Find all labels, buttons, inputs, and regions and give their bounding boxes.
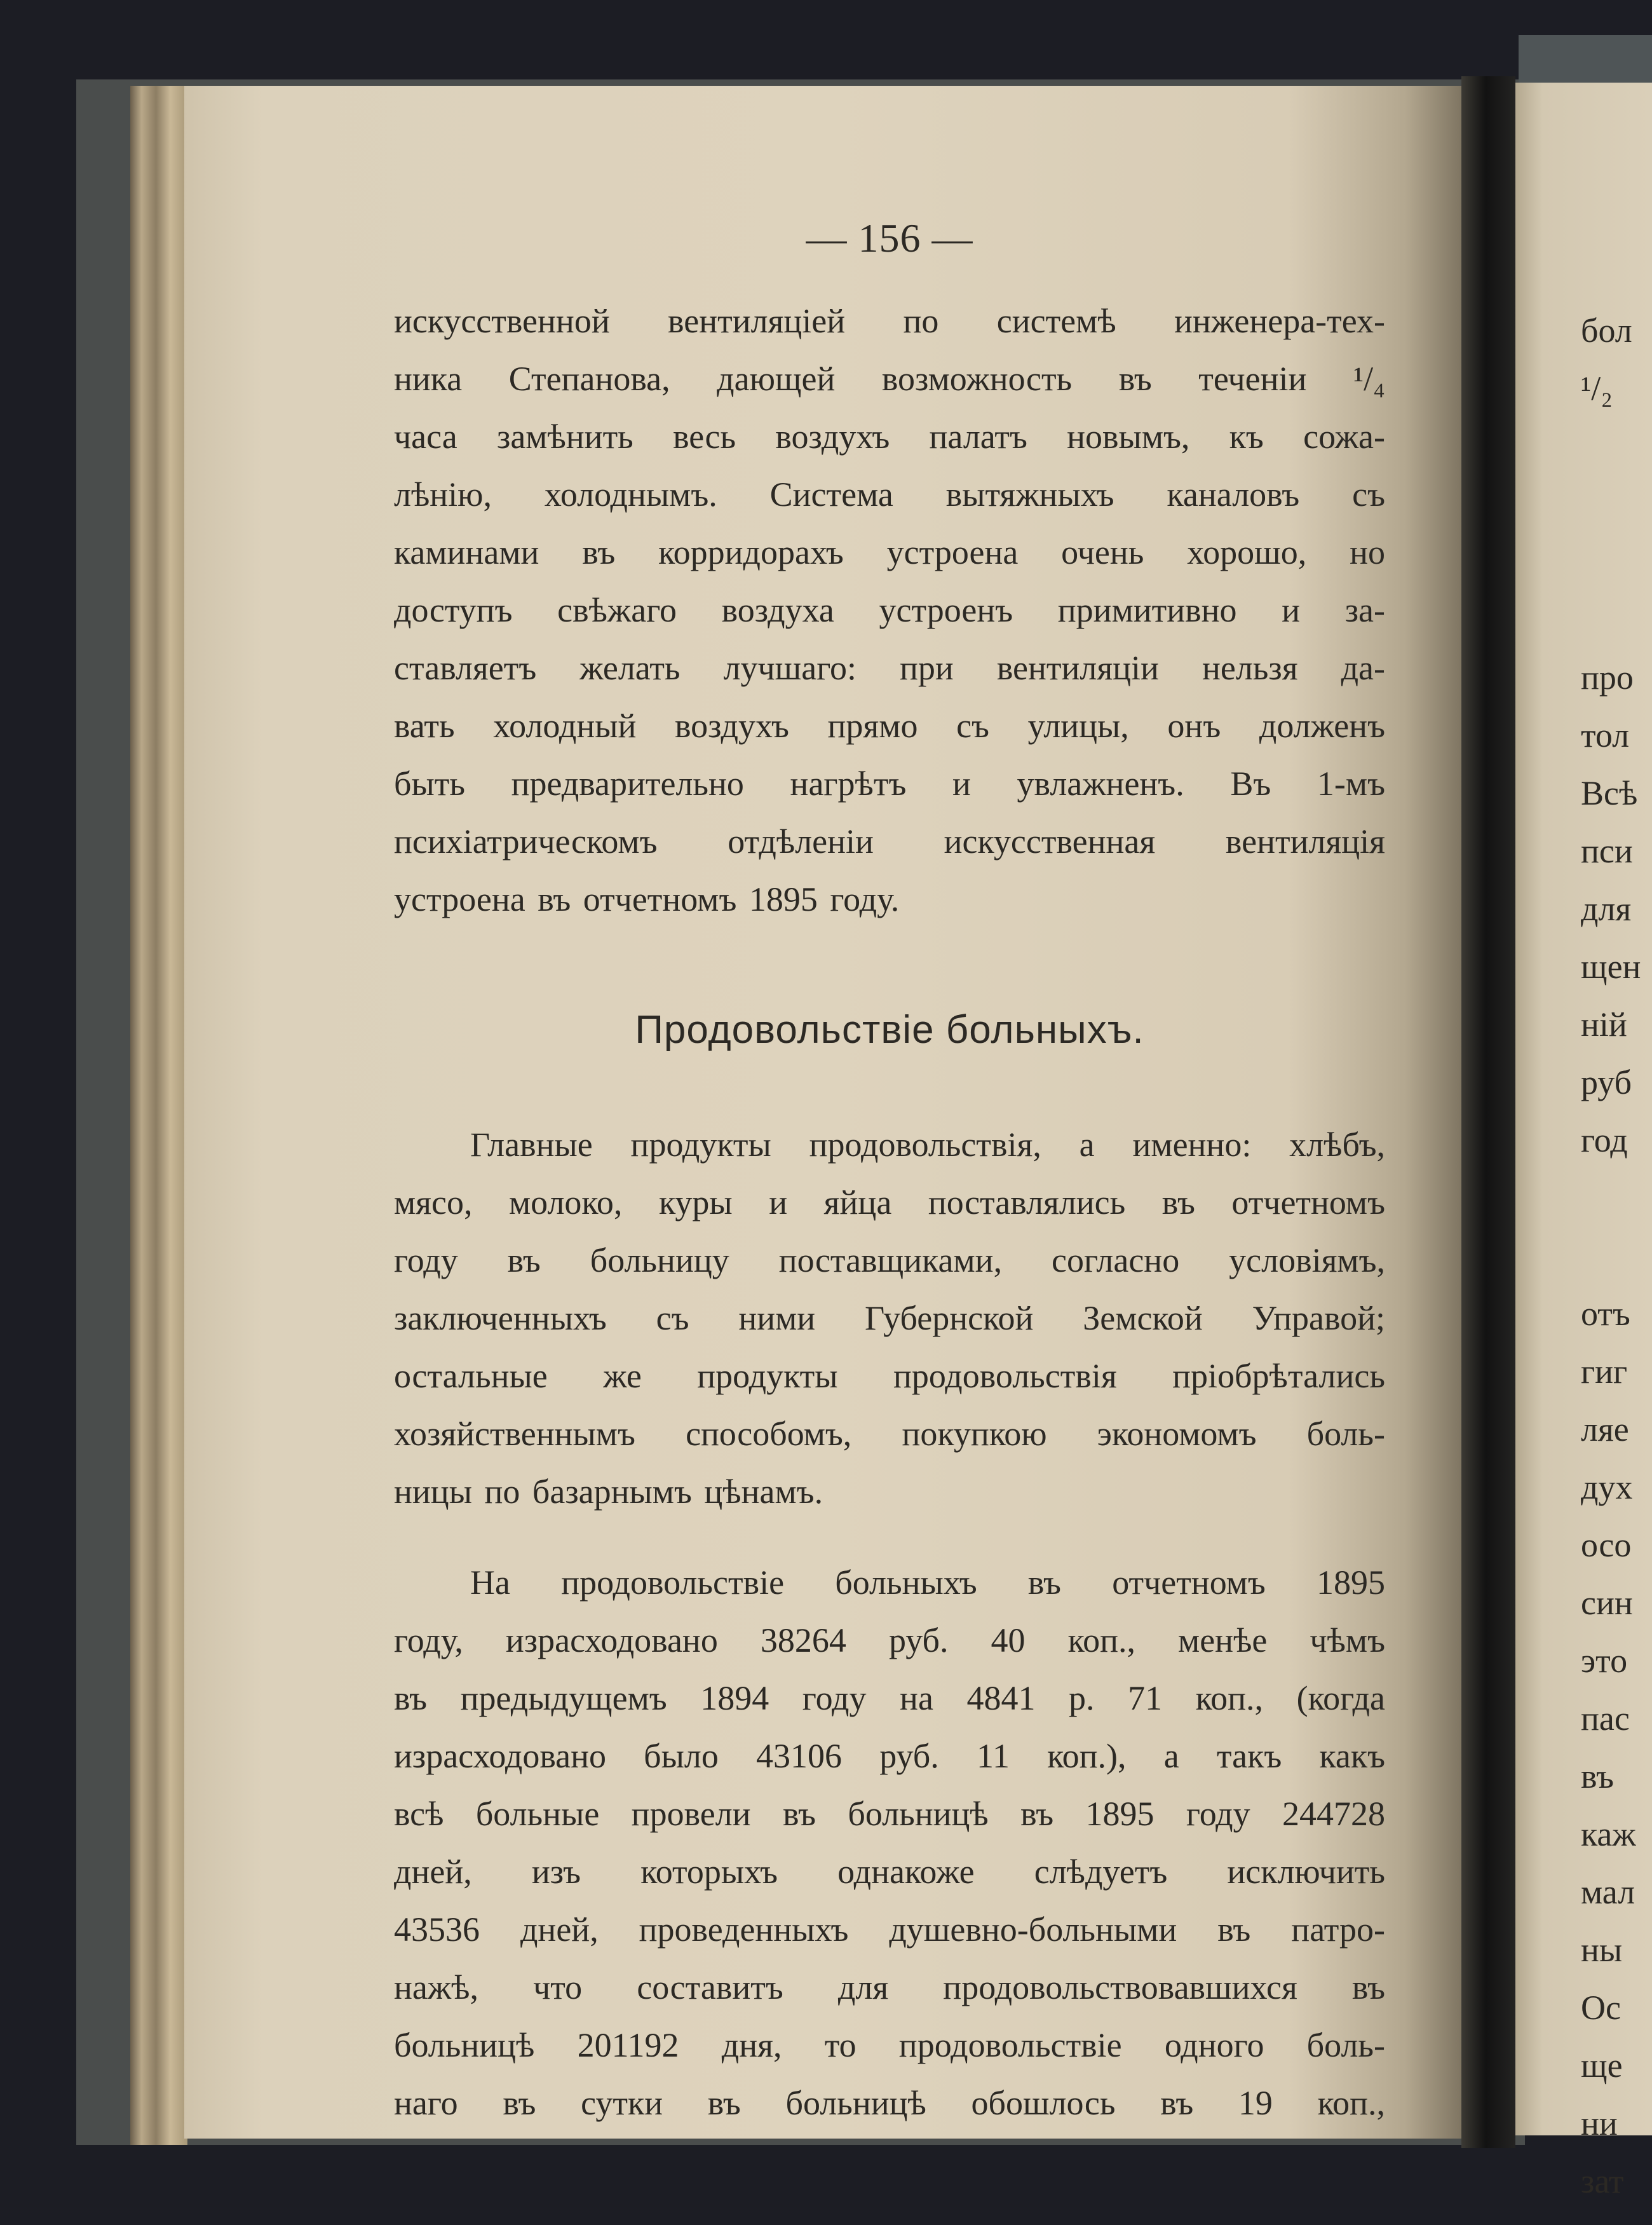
text-line: каминами въ корридорахъ устроена очень хорошо, но [394, 533, 1385, 571]
paragraph-products [394, 1116, 1385, 1521]
facing-page-fragment: осо [1581, 1526, 1632, 1564]
page-number: — 156 — [806, 215, 973, 261]
right-cover-edge [1519, 35, 1652, 86]
text-line: психіатрическомъ отдѣленіи искусственная вентиляція [394, 822, 1385, 861]
text-line: дней, изъ которыхъ однакоже слѣдуетъ исключить [394, 1853, 1385, 1891]
text-line: израсходовано было 43106 руб. 11 коп.), а такъ какъ [394, 1737, 1385, 1775]
facing-page-fragment [1581, 418, 1652, 475]
facing-page-fragment: это [1581, 1642, 1628, 1680]
facing-page-fragment: мал [1581, 1873, 1635, 1911]
facing-page-fragment [1581, 1169, 1652, 1227]
text-line: 43536 дней, проведенныхъ душевно-больными въ патро- [394, 1910, 1385, 1949]
section-heading: Продовольствіе больныхъ. [635, 1008, 1144, 1052]
facing-page-fragment: гиг [1581, 1352, 1628, 1391]
facing-page-fragment: ній [1581, 1005, 1627, 1044]
text-line: часа замѣнить весь воздухъ палатъ новымъ, къ сожа- [394, 418, 1385, 456]
text-line: ника Степанова, дающей возможность въ теченіи ¹/₄ [394, 360, 1385, 398]
paragraph-ventilation [394, 292, 1385, 929]
facing-page-fragment: руб [1581, 1063, 1632, 1101]
page-content [394, 210, 1385, 2132]
text-line: Главные продукты продовольствія, а именно: хлѣбъ, [470, 1126, 1385, 1164]
page-edges [130, 86, 187, 2145]
facing-page-fragment: для [1581, 890, 1632, 928]
facing-page-fragment: отъ [1581, 1295, 1630, 1333]
facing-page-fragment: пси [1581, 832, 1633, 870]
facing-page-fragment: ¹/₂ [1581, 369, 1613, 407]
facing-page-fragment [1581, 1227, 1652, 1285]
text-line: ницы по базарнымъ цѣнамъ. [394, 1473, 823, 1511]
facing-page-fragment: ни [1581, 2104, 1618, 2142]
facing-page-fragment [1581, 533, 1652, 591]
text-line: остальные же продукты продовольствія пріобрѣтались [394, 1357, 1385, 1395]
facing-page-fragment: год [1581, 1121, 1628, 1159]
facing-page-fragment: щен [1581, 948, 1641, 986]
facing-page-fragment: Всѣ [1581, 774, 1638, 812]
facing-page-fragment: тол [1581, 716, 1630, 754]
text-line: хозяйственнымъ способомъ, покупкою экономомъ боль- [394, 1415, 1385, 1453]
facing-page-fragment: въ [1581, 1757, 1615, 1795]
text-line: больницѣ 201192 дня, то продовольствіе одного боль- [394, 2026, 1385, 2064]
facing-page-fragment: ще [1581, 2046, 1623, 2085]
facing-page-fragment: бол [1581, 311, 1632, 350]
facing-page-fragment: про [1581, 658, 1634, 697]
facing-page-fragment: каж [1581, 1815, 1636, 1853]
facing-page-fragment: Ос [1581, 1989, 1621, 2027]
paragraph-gap [394, 1521, 1385, 1554]
text-line: доступъ свѣжаго воздуха устроенъ примитивно и за- [394, 591, 1385, 629]
text-line: заключенныхъ съ ними Губернской Земской Управой; [394, 1299, 1385, 1337]
facing-page-fragment: пас [1581, 1699, 1630, 1738]
facing-page-text [1581, 302, 1652, 2210]
text-line: быть предварительно нагрѣтъ и увлажненъ. Въ 1-мъ [394, 765, 1385, 803]
paragraph-expenses [394, 1554, 1385, 2132]
text-line: въ предыдущемъ 1894 году на 4841 р. 71 коп., (когда [394, 1679, 1385, 1717]
text-line: наго въ сутки въ больницѣ обошлось въ 19 коп., [394, 2084, 1385, 2122]
text-line: всѣ больные провели въ больницѣ въ 1895 году 244728 [394, 1795, 1385, 1833]
text-line: лѣнію, холоднымъ. Система вытяжныхъ каналовъ съ [394, 475, 1385, 514]
book-gutter [1461, 76, 1515, 2148]
text-line: ставляетъ желать лучшаго: при вентиляціи нельзя да- [394, 649, 1385, 687]
text-line: вать холодный воздухъ прямо съ улицы, онъ долженъ [394, 707, 1385, 745]
text-line: году, израсходовано 38264 руб. 40 коп., менѣе чѣмъ [394, 1621, 1385, 1659]
facing-page-fragment [1581, 475, 1652, 533]
facing-page-fragment: син [1581, 1584, 1633, 1622]
facing-page-fragment: зат [1581, 2162, 1624, 2200]
facing-page-fragment: ны [1581, 1931, 1623, 1969]
facing-page-fragment [1581, 591, 1652, 649]
text-line: году въ больницу поставщиками, согласно условіямъ, [394, 1241, 1385, 1279]
text-line: нажѣ, что составитъ для продовольствовавшихся въ [394, 1968, 1385, 2006]
text-line: мясо, молоко, куры и яйца поставлялись въ отчетномъ [394, 1183, 1385, 1221]
facing-page-fragment: ляе [1581, 1410, 1629, 1448]
facing-page-fragment: дух [1581, 1468, 1633, 1506]
text-line: устроена въ отчетномъ 1895 году. [394, 880, 900, 918]
text-line: На продовольствіе больныхъ въ отчетномъ 1895 [470, 1563, 1385, 1602]
text-line: искусственной вентиляціей по системѣ инженера-тех- [394, 302, 1385, 340]
